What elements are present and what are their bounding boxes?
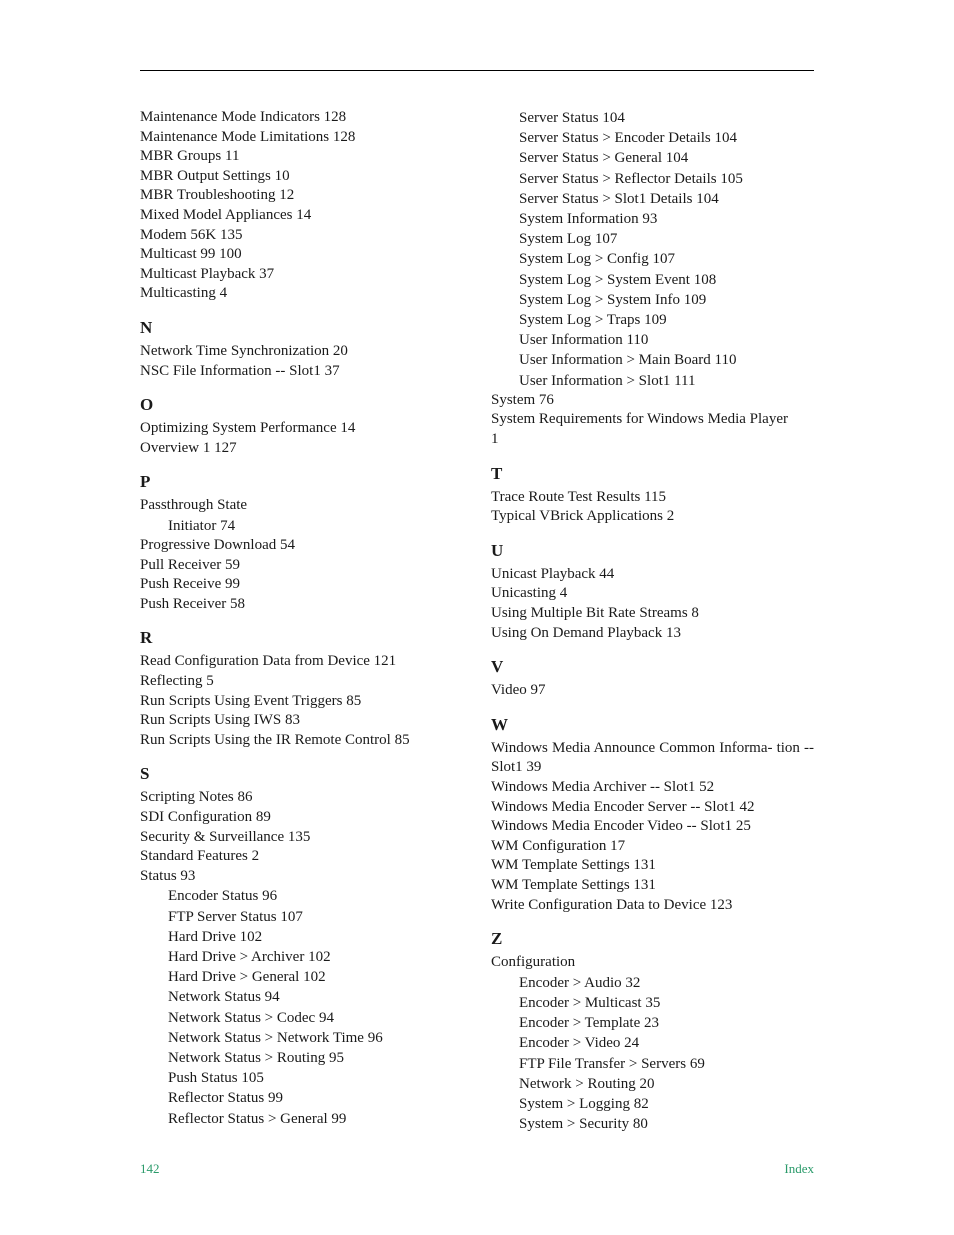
index-letter-heading: T [491,463,503,483]
index-column-left [140,108,460,1129]
index-entry: WM Template Settings 131 [491,857,656,874]
index-subentry: Hard Drive > General 102 [168,969,326,986]
index-entry: Progressive Download 54 [140,537,295,554]
index-subentry: Network Status > Network Time 96 [168,1029,383,1046]
index-subentry: System Information 93 [519,211,658,228]
index-entry: SDI Configuration 89 [140,809,271,826]
index-entry: WM Configuration 17 [491,837,626,854]
index-letter-heading: Z [491,929,503,949]
index-entry: Unicast Playback 44 [491,565,615,582]
index-entry: MBR Troubleshooting 12 [140,187,295,204]
index-subentry: System Log 107 [519,231,618,248]
index-entry: Configuration [491,954,576,971]
index-entry: Run Scripts Using IWS 83 [140,712,301,729]
index-subentry: Server Status > Reflector Details 105 [519,170,743,187]
index-subentry: User Information > Slot1 111 [519,372,696,389]
index-entry: Unicasting 4 [491,585,568,602]
index-subentry: Network > Routing 20 [519,1075,655,1092]
index-entry: MBR Groups 11 [140,148,240,165]
index-entry: Multicast Playback 37 [140,265,275,282]
index-subentry: Hard Drive > Archiver 102 [168,949,331,966]
index-entry: Security & Surveillance 135 [140,828,311,845]
index-subentry: Hard Drive 102 [168,928,263,945]
index-entry: Video 97 [491,682,546,699]
index-entry: NSC File Information -- Slot1 37 [140,362,340,379]
index-entry: Standard Features 2 [140,848,260,865]
index-letter-heading: P [140,472,151,492]
index-entry: Scripting Notes 86 [140,789,253,806]
index-subentry: System > Logging 82 [519,1095,649,1112]
index-subentry: Encoder > Multicast 35 [519,994,661,1011]
index-letter-heading: S [140,764,150,784]
index-entry: Trace Route Test Results 115 [491,488,667,505]
index-entry: Reflecting 5 [140,673,214,690]
index-entry: Using On Demand Playback 13 [491,624,681,641]
index-entry: Run Scripts Using the IR Remote Control 85 [140,731,410,748]
index-subentry: Encoder > Template 23 [519,1015,660,1032]
index-subentry: Network Status > Codec 94 [168,1009,334,1026]
index-entry: Write Configuration Data to Device 123 [491,896,733,913]
index-subentry: Server Status > General 104 [519,150,689,167]
index-entry: Modem 56K 135 [140,226,243,243]
index-subentry: Initiator 74 [168,517,236,534]
index-subentry: Encoder Status 96 [168,888,278,905]
index-subentry: User Information > Main Board 110 [519,352,737,369]
index-subentry: FTP Server Status 107 [168,908,303,925]
index-entry: Push Receiver 58 [140,595,245,612]
index-subentry: Network Status 94 [168,989,280,1006]
index-subentry: Server Status > Encoder Details 104 [519,130,737,147]
index-entry: Mixed Model Appliances 14 [140,206,312,223]
index-letter-heading: N [140,317,153,337]
index-subentry: Reflector Status > General 99 [168,1110,347,1127]
index-entry: Read Configuration Data from Device 121 [140,653,397,670]
index-entry: Multicast 99 100 [140,246,242,263]
index-subentry: FTP File Transfer > Servers 69 [519,1055,705,1072]
index-entry: Typical VBrick Applications 2 [491,508,675,525]
index-subentry: System > Security 80 [519,1116,648,1133]
index-entry: Passthrough State [140,497,248,514]
index-subentry: Encoder > Audio 32 [519,974,641,991]
index-entry: Windows Media Encoder Video -- Slot1 25 [491,818,751,835]
page-number: 142 [140,1161,160,1176]
footer-section-label: Index [784,1161,814,1176]
index-entry: Multicasting 4 [140,285,228,302]
index-subentry: Server Status > Slot1 Details 104 [519,190,719,207]
index-subentry: Server Status 104 [519,110,625,126]
index-entry: System 76 [491,391,554,408]
index-entry: Windows Media Archiver -- Slot1 52 [491,778,715,795]
index-letter-heading: R [140,628,153,648]
index-entry: Using Multiple Bit Rate Streams 8 [491,605,699,621]
index-subentry: Push Status 105 [168,1070,264,1087]
index-entry: 1 [491,431,499,448]
index-entry: Windows Media Announce Common Informa- tion -- Slot1 39 [491,739,814,776]
index-subentry: System Log > System Event 108 [519,271,717,288]
index-subentry: Reflector Status 99 [168,1090,283,1107]
index-letter-heading: W [491,714,508,734]
index-entry: Windows Media Encoder Server -- Slot1 42 [491,798,755,815]
index-entry: Run Scripts Using Event Triggers 85 [140,692,362,709]
index-entry: System Requirements for Windows Media Player [491,411,788,428]
index-entry: WM Template Settings 131 [491,876,656,893]
index-entry: Maintenance Mode Indicators 128 [140,109,347,125]
index-subentry: System Log > Traps 109 [519,312,667,329]
index-subentry: System Log > System Info 109 [519,291,707,308]
index-column-right [491,108,814,1134]
index-entry: Maintenance Mode Limitations 128 [140,128,356,145]
index-entry: Optimizing System Performance 14 [140,420,356,437]
index-entry: Status 93 [140,867,196,884]
index-entry: Overview 1 127 [140,439,237,456]
index-letter-heading: U [491,540,504,560]
index-entry: Network Time Synchronization 20 [140,342,348,359]
index-letter-heading: O [140,395,154,415]
index-entry: MBR Output Settings 10 [140,167,290,184]
index-subentry: System Log > Config 107 [519,251,675,268]
index-subentry: Network Status > Routing 95 [168,1050,344,1067]
index-letter-heading: V [491,657,504,677]
index-entry: Push Receive 99 [140,576,240,593]
header-rule [140,70,814,71]
index-subentry: Encoder > Video 24 [519,1035,640,1052]
index-subentry: User Information 110 [519,332,649,349]
index-entry: Pull Receiver 59 [140,556,240,573]
